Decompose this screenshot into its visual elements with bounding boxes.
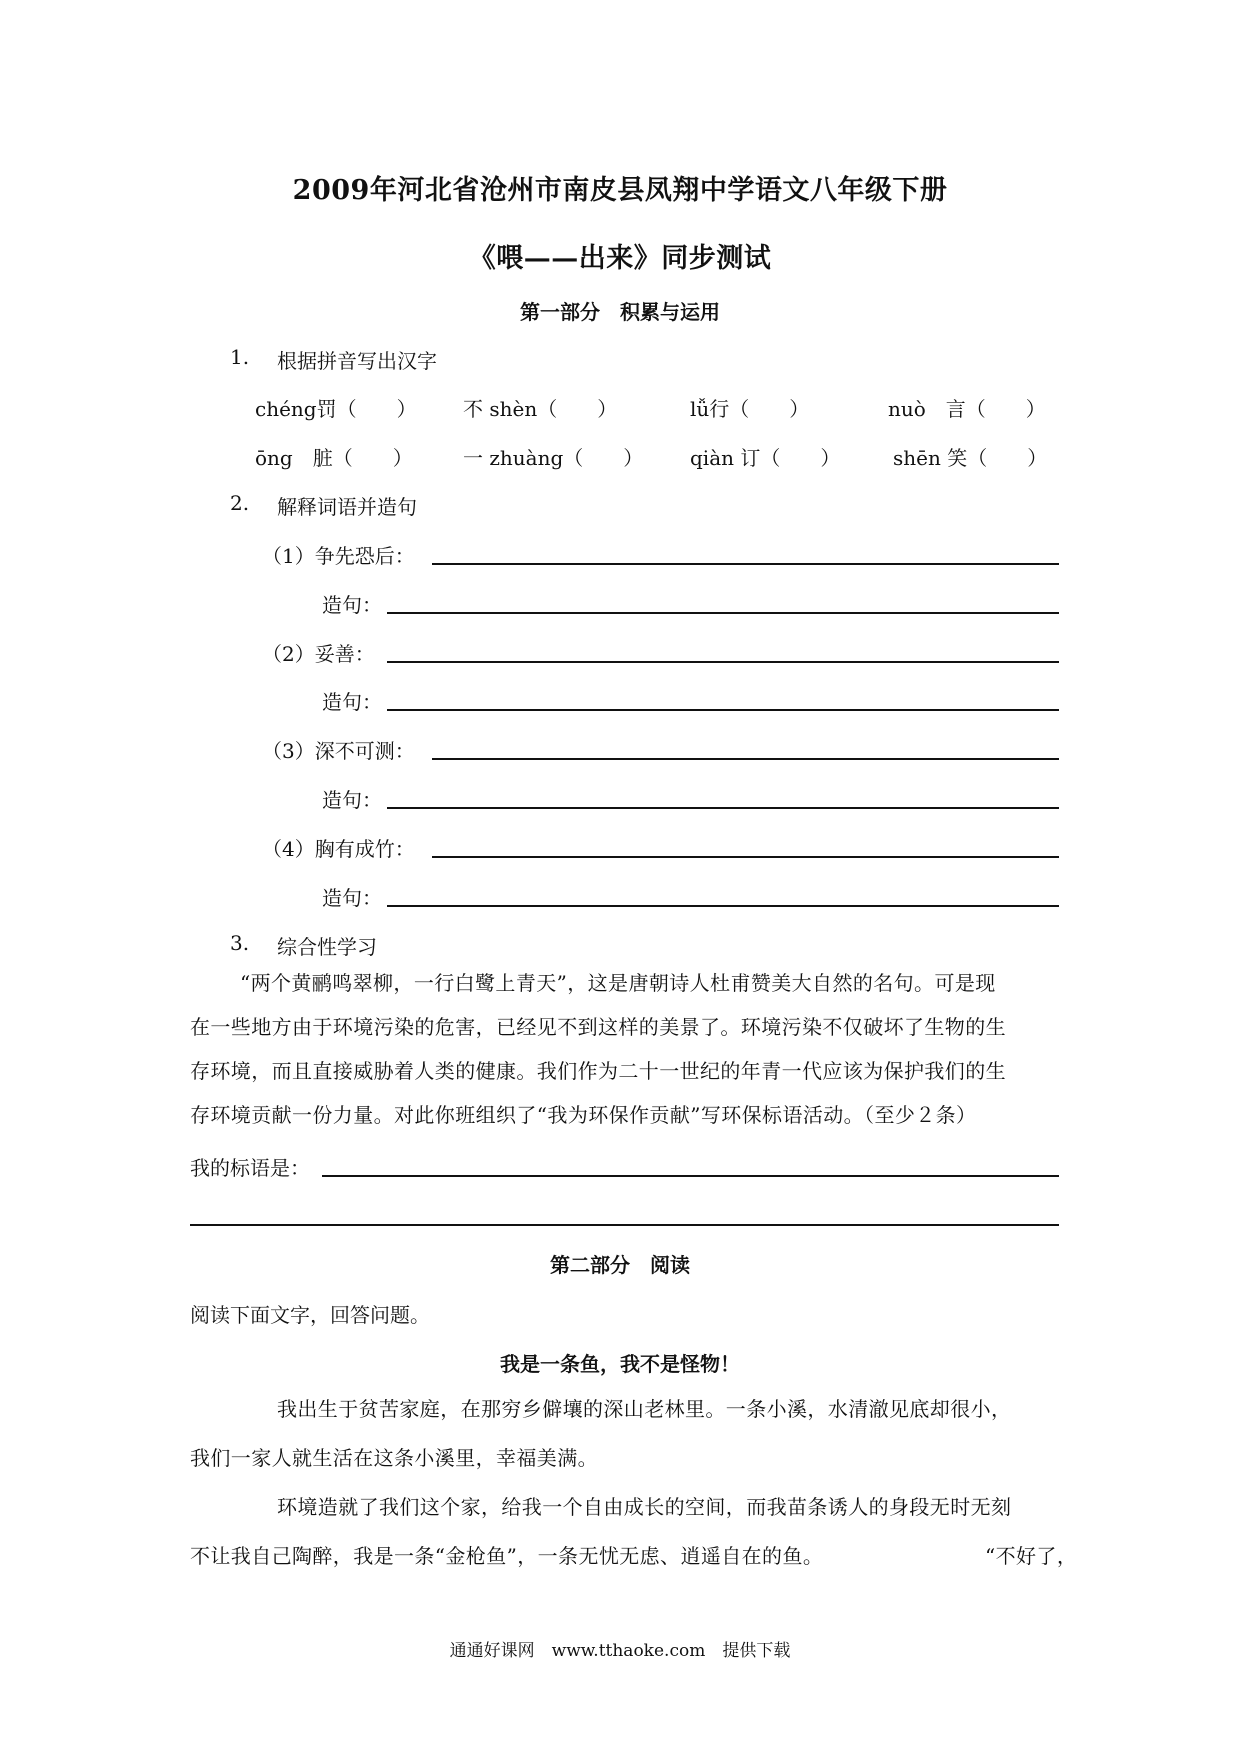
- q3-text-line: 存环境贡献一份力量。对此你班组织了“我为环保作贡献”写环保标语活动。（至少２条）: [190, 1103, 977, 1127]
- sentence-label: 造句：: [322, 593, 382, 617]
- q3-number: 3.: [230, 931, 250, 955]
- slogan-line[interactable]: [322, 1175, 1059, 1177]
- q1-number: 1.: [230, 345, 250, 369]
- q3-text-line: 在一些地方由于环境污染的危害，已经见不到这样的美景了。环境污染不仅破坏了生物的生: [190, 1015, 1006, 1039]
- pinyin-item: ōng 脏（ ）: [255, 446, 413, 470]
- part2-heading: 第二部分 阅读: [550, 1253, 690, 1277]
- term-label: （2）妥善：: [262, 642, 375, 666]
- story-text-line: 不让我自己陶醉，我是一条“金枪鱼”，一条无忧无虑、逍遥自在的鱼。: [190, 1544, 824, 1568]
- pinyin-item: shēn 笑（ ）: [893, 446, 1048, 470]
- term-label: （4）胸有成竹：: [262, 837, 415, 861]
- pinyin-item: lǚ行（ ）: [690, 397, 810, 421]
- answer-line[interactable]: [387, 905, 1059, 907]
- q1-label: 根据拼音写出汉字: [277, 349, 437, 373]
- page-footer: 通通好课网 www.tthaoke.com 提供下载: [449, 1641, 791, 1661]
- answer-line[interactable]: [387, 807, 1059, 809]
- pinyin-item: chéng罚（ ）: [255, 397, 417, 421]
- q3-text-line: 存环境，而且直接威胁着人类的健康。我们作为二十一世纪的年青一代应该为保护我们的生: [190, 1059, 1006, 1083]
- answer-line[interactable]: [387, 612, 1059, 614]
- answer-line[interactable]: [432, 563, 1059, 565]
- pinyin-item: 一 zhuàng（ ）: [463, 446, 644, 470]
- document-title-line1: 2009年河北省沧州市南皮县凤翔中学语文八年级下册: [292, 175, 948, 206]
- story-text-line: 环境造就了我们这个家，给我一个自由成长的空间，而我苗条诱人的身段无时无刻: [277, 1495, 1012, 1519]
- story-title: 我是一条鱼，我不是怪物！: [500, 1352, 740, 1376]
- sentence-label: 造句：: [322, 690, 382, 714]
- q3-text-line: “两个黄鹂鸣翠柳，一行白鹭上青天”，这是唐朝诗人杜甫赞美大自然的名句。可是现: [240, 971, 996, 995]
- term-label: （1）争先恐后：: [262, 544, 415, 568]
- pinyin-item: qiàn 订（ ）: [690, 446, 841, 470]
- story-text-line: 我出生于贫苦家庭，在那穷乡僻壤的深山老林里。一条小溪，水清澈见底却很小，: [277, 1397, 1012, 1421]
- story-text-line: “不好了，: [985, 1544, 1078, 1568]
- q2-number: 2.: [230, 491, 250, 515]
- slogan-label: 我的标语是：: [190, 1156, 310, 1180]
- answer-line[interactable]: [387, 709, 1059, 711]
- q2-label: 解释词语并造句: [277, 495, 417, 519]
- story-text-line: 我们一家人就生活在这条小溪里，幸福美满。: [190, 1446, 598, 1470]
- part1-heading: 第一部分 积累与运用: [520, 300, 720, 324]
- pinyin-item: nuò 言（ ）: [888, 397, 1046, 421]
- pinyin-item: 不 shèn（ ）: [463, 397, 618, 421]
- document-title-line2: 《喂——出来》同步测试: [468, 243, 772, 274]
- answer-line[interactable]: [432, 856, 1059, 858]
- answer-line[interactable]: [387, 661, 1059, 663]
- slogan-line[interactable]: [190, 1224, 1059, 1226]
- reading-instruction: 阅读下面文字，回答问题。: [190, 1303, 430, 1327]
- sentence-label: 造句：: [322, 788, 382, 812]
- sentence-label: 造句：: [322, 886, 382, 910]
- q3-label: 综合性学习: [277, 935, 377, 959]
- term-label: （3）深不可测：: [262, 739, 415, 763]
- answer-line[interactable]: [432, 758, 1059, 760]
